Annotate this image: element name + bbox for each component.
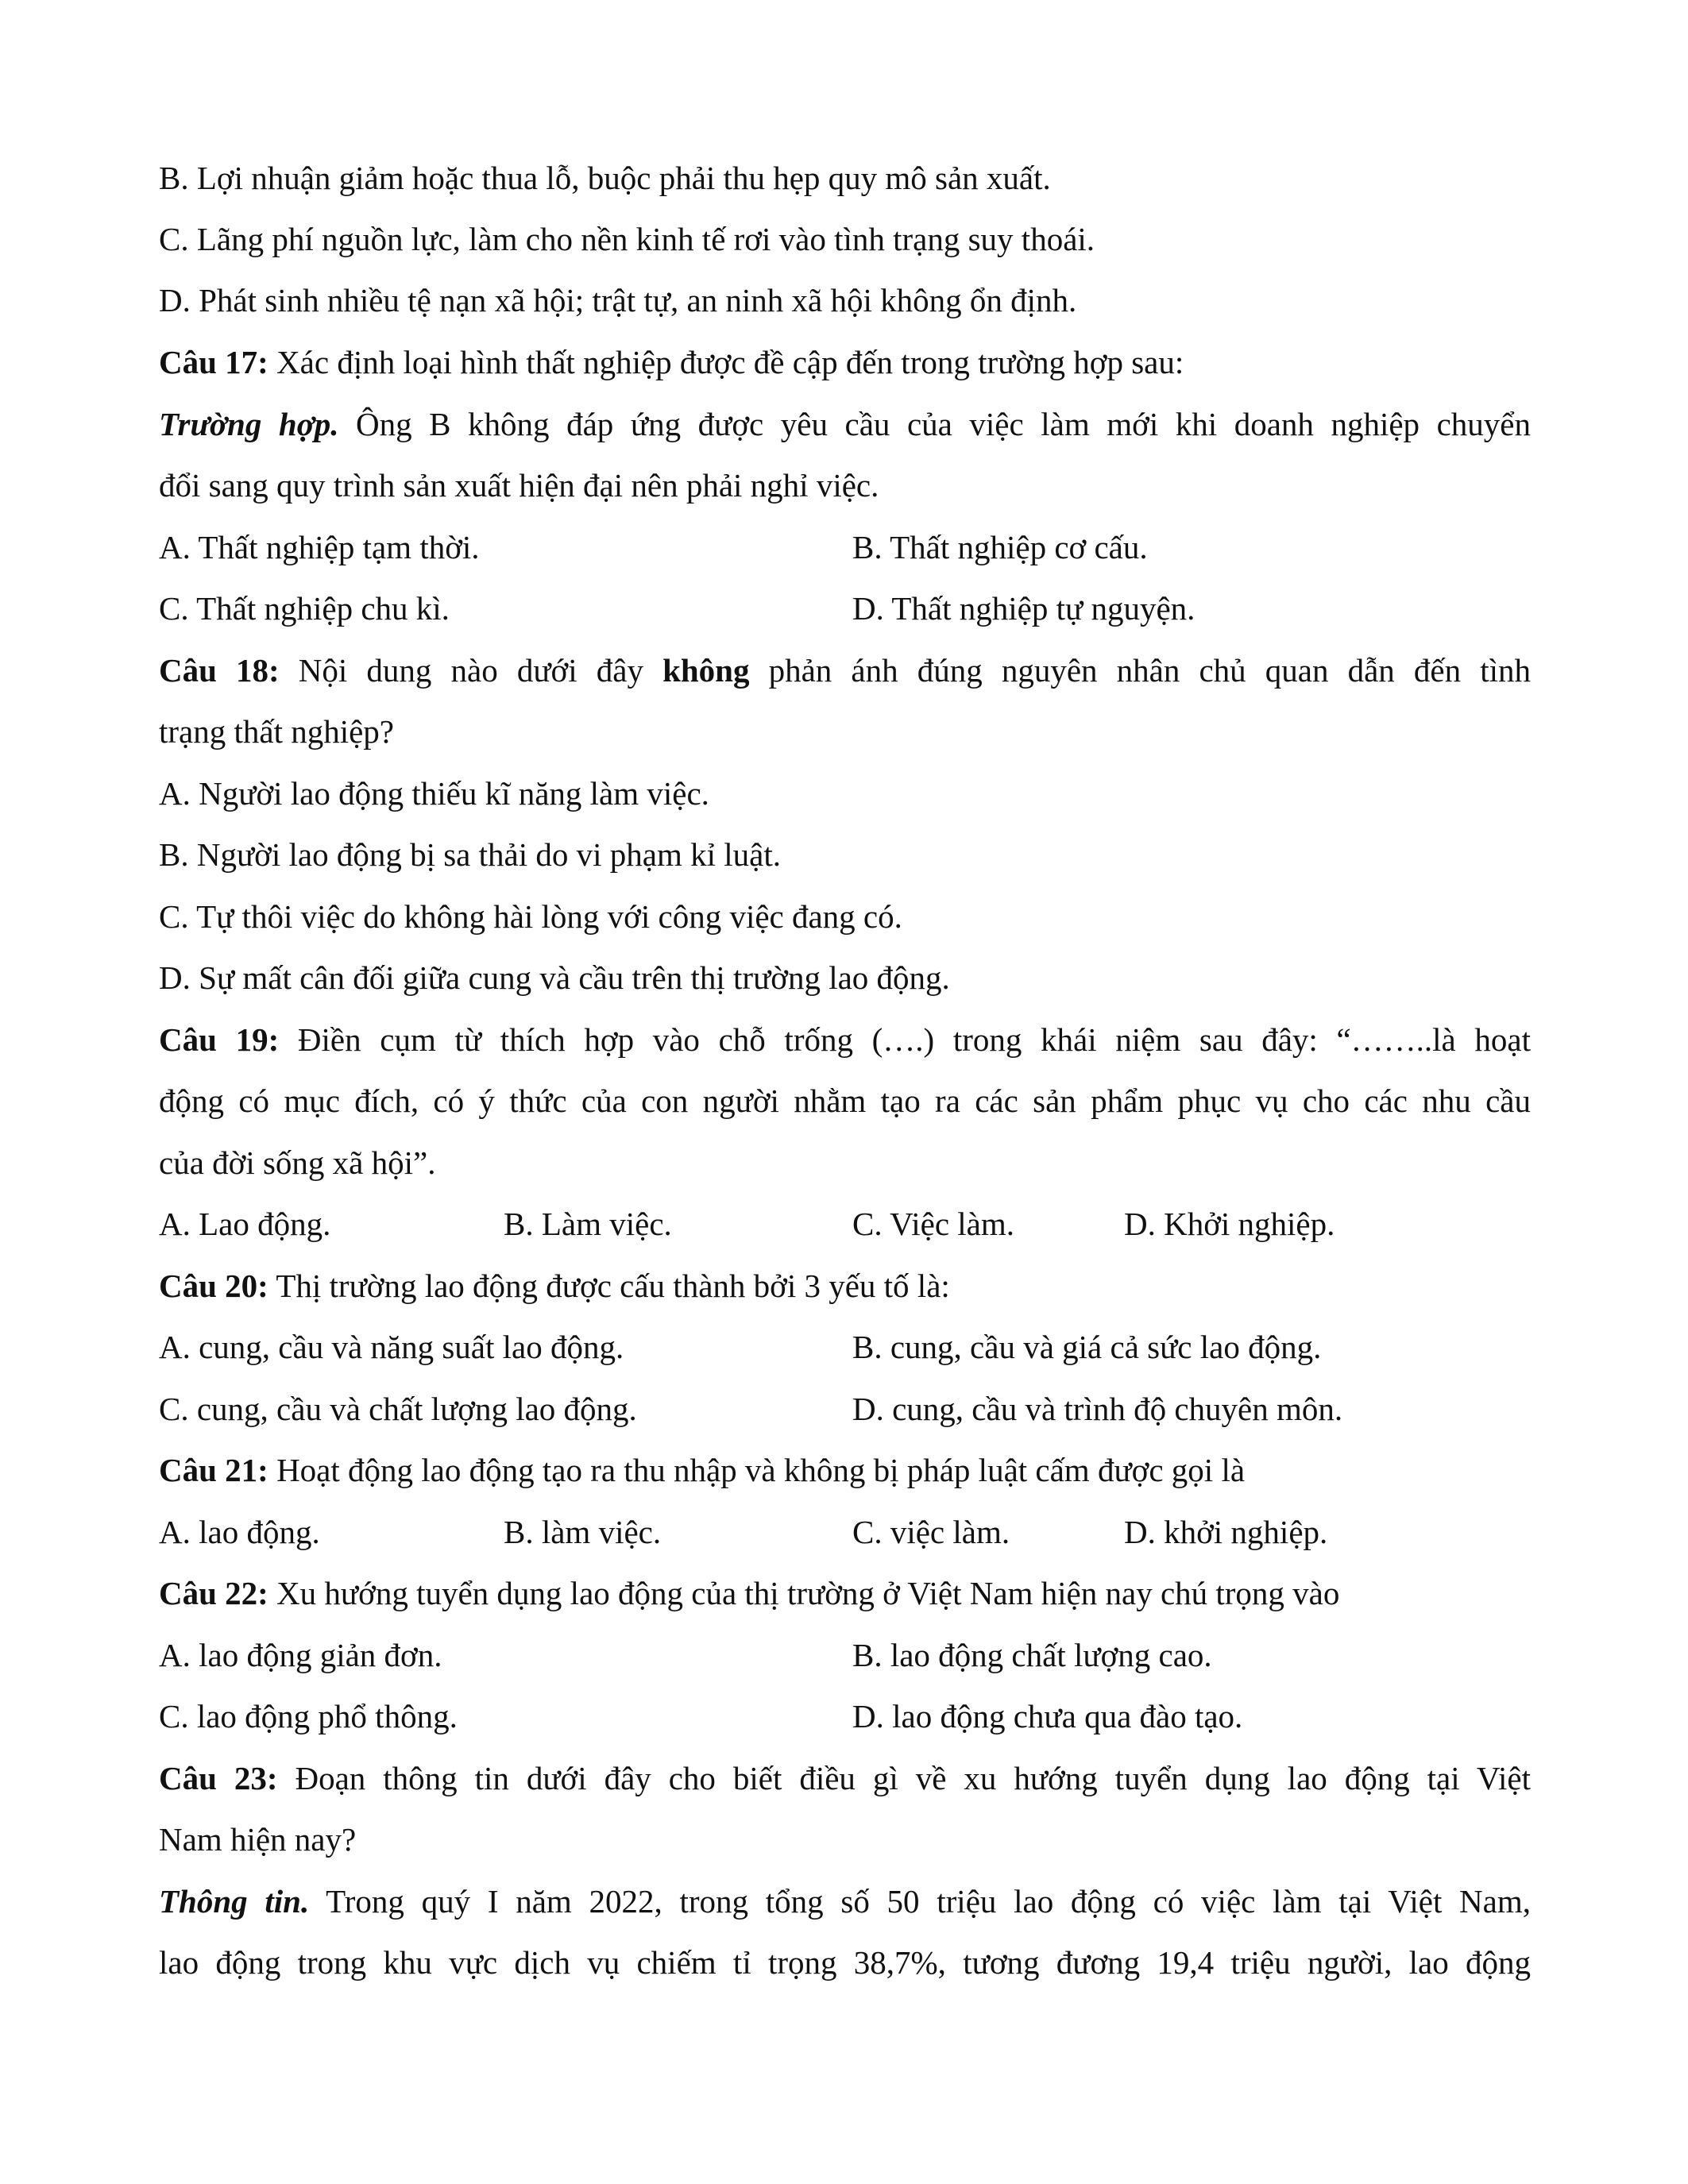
q18-option-c: C. Tự thôi việc do không hài lòng với công việc đang có. [159, 898, 902, 935]
question-label: Câu 21: [159, 1452, 268, 1488]
question-text: Đoạn thông tin dưới đây cho biết điều gì về xu hướng tuyển dụng lao động tại Việt [277, 1760, 1531, 1796]
question-label: Câu 18: [159, 652, 280, 689]
q20-option-a: A. cung, cầu và năng suất lao động. [159, 1329, 624, 1365]
question-text: Xu hướng tuyển dụng lao động của thị trường ở Việt Nam hiện nay chú trọng vào [268, 1575, 1340, 1611]
question-17 [159, 340, 1531, 384]
q18-option-d: D. Sự mất cân đối giữa cung và cầu trên thị trường lao động. [159, 959, 950, 996]
q19-option-a: A. Lao động. [159, 1206, 331, 1242]
q19-option-b: B. Làm việc. [504, 1206, 672, 1242]
question-label: Câu 17: [159, 344, 268, 380]
prev-option-d: D. Phát sinh nhiều tệ nạn xã hội; trật tự, an ninh xã hội không ổn định. [159, 282, 1077, 318]
q17-option-d: D. Thất nghiệp tự nguyện. [852, 590, 1196, 627]
question-text: Xác định loại hình thất nghiệp được đề cập đến trong trường hợp sau: [268, 344, 1184, 380]
prev-option-b: B. Lợi nhuận giảm hoặc thua lỗ, buộc phải thu hẹp quy mô sản xuất. [159, 160, 1051, 196]
q22-option-b: B. lao động chất lượng cao. [852, 1637, 1212, 1673]
q20-option-c: C. cung, cầu và chất lượng lao động. [159, 1391, 637, 1427]
question-22 [159, 1571, 1531, 1615]
q23-info-line-1 [159, 1879, 1531, 1924]
q18-option-a: A. Người lao động thiếu kĩ năng làm việc. [159, 775, 709, 812]
q20-option-d: D. cung, cầu và trình độ chuyên môn. [852, 1391, 1343, 1427]
question-21 [159, 1448, 1531, 1492]
info-text: lao động trong khu vực dịch vụ chiếm tỉ trọng 38,7%, tương đương 19,4 triệu người, lao động [159, 1944, 1531, 1981]
question-label: Câu 22: [159, 1575, 268, 1611]
q17-option-a: A. Thất nghiệp tạm thời. [159, 529, 480, 565]
question-text: Thị trường lao động được cấu thành bởi 3 yếu tố là: [268, 1268, 950, 1304]
question-text: Điền cụm từ thích hợp vào chỗ trống (….) trong khái niệm sau đây: “……..là hoạt [279, 1021, 1531, 1058]
question-label: Câu 20: [159, 1268, 268, 1304]
q18-text-line-2: trạng thất nghiệp? [159, 713, 395, 750]
q19-text-line-2 [159, 1078, 1531, 1123]
q17-option-c: C. Thất nghiệp chu kì. [159, 590, 450, 627]
q21-option-a: A. lao động. [159, 1514, 320, 1550]
question-label: Câu 19: [159, 1021, 280, 1058]
question-text: động có mục đích, có ý thức của con người nhằm tạo ra các sản phẩm phục vụ cho các nhu cầu [159, 1082, 1531, 1119]
case-text: Ông B không đáp ứng được yêu cầu của việc làm mới khi doanh nghiệp chuyển [338, 406, 1531, 442]
q19-text-line-3: của đời sống xã hội”. [159, 1144, 436, 1181]
question-label: Câu 23: [159, 1760, 278, 1796]
question-19 [159, 1017, 1531, 1062]
q19-option-d: D. Khởi nghiệp. [1124, 1206, 1335, 1242]
q17-case-line-2: đổi sang quy trình sản xuất hiện đại nên phải nghỉ việc. [159, 467, 879, 504]
question-20 [159, 1264, 1531, 1308]
q21-option-b: B. làm việc. [504, 1514, 662, 1550]
q18-option-b: B. Người lao động bị sa thải do vi phạm kỉ luật. [159, 836, 781, 873]
q22-option-a: A. lao động giản đơn. [159, 1637, 442, 1673]
q21-option-d: D. khởi nghiệp. [1124, 1514, 1328, 1550]
prev-option-c: C. Lãng phí nguồn lực, làm cho nền kinh tế rơi vào tình trạng suy thoái. [159, 221, 1095, 257]
q22-option-c: C. lao động phổ thông. [159, 1698, 458, 1734]
info-text: Trong quý I năm 2022, trong tổng số 50 triệu lao động có việc làm tại Việt Nam, [309, 1883, 1531, 1920]
q19-option-c: C. Việc làm. [852, 1206, 1015, 1242]
q21-option-c: C. việc làm. [852, 1514, 1010, 1550]
question-text: Nội dung nào dưới đây [279, 652, 663, 689]
q23-text-line-2: Nam hiện nay? [159, 1821, 357, 1858]
question-text: phản ánh đúng nguyên nhân chủ quan dẫn đến tình [749, 652, 1531, 689]
question-23 [159, 1756, 1531, 1800]
q17-case-line-1 [159, 402, 1531, 446]
q17-option-b: B. Thất nghiệp cơ cấu. [852, 529, 1148, 565]
info-label: Thông tin. [159, 1883, 310, 1920]
case-label: Trường hợp. [159, 406, 339, 442]
question-text: Hoạt động lao động tạo ra thu nhập và không bị pháp luật cấm được gọi là [268, 1452, 1246, 1488]
q23-info-line-2 [159, 1940, 1531, 1985]
question-18 [159, 648, 1531, 693]
q22-option-d: D. lao động chưa qua đào tạo. [852, 1698, 1243, 1734]
question-emphasis: không [662, 652, 750, 689]
q20-option-b: B. cung, cầu và giá cả sức lao động. [852, 1329, 1322, 1365]
